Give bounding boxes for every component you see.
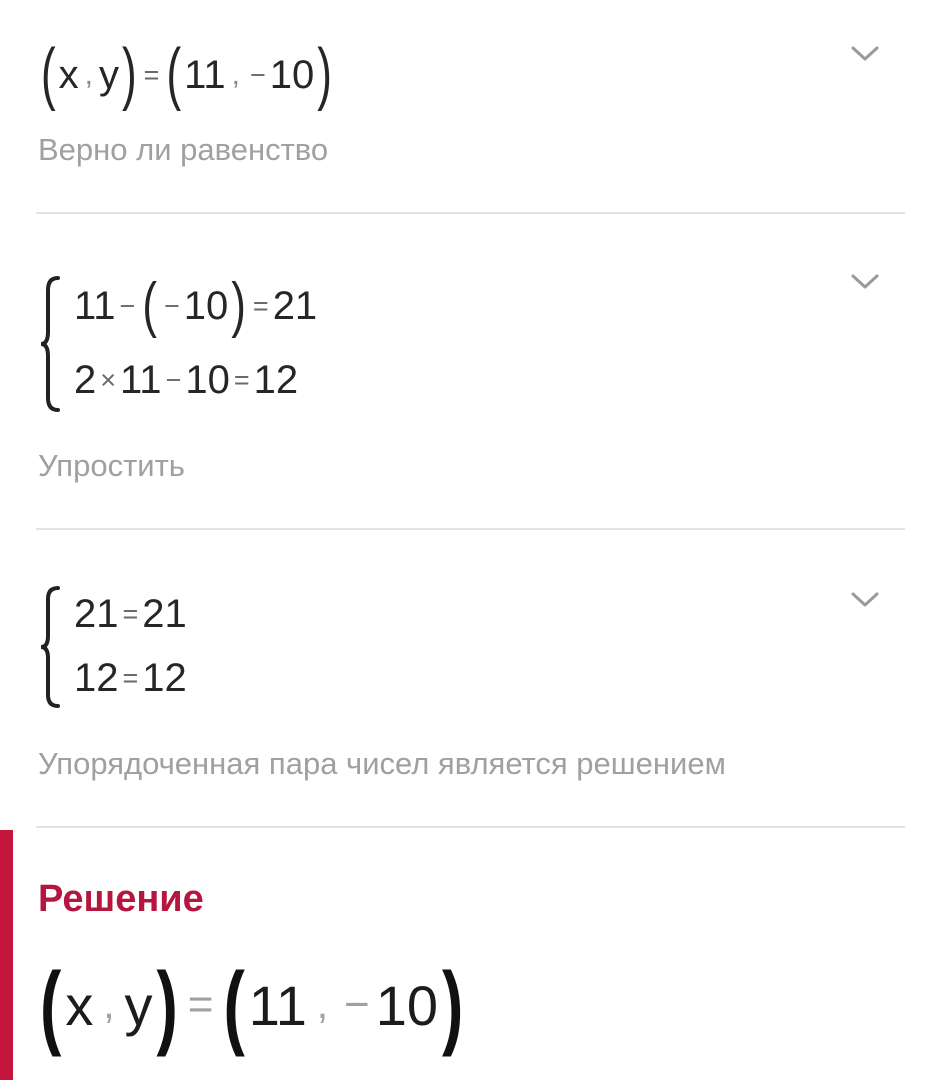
- step-3-caption: Упорядоченная пара чисел является решением: [38, 746, 726, 781]
- divider: [36, 826, 905, 828]
- chevron-down-icon[interactable]: [849, 266, 881, 298]
- chevron-down-icon[interactable]: [849, 38, 881, 70]
- solution-expression: ( x , y ) = ( 11 , − 10 ): [40, 952, 464, 1058]
- solution-title: Решение: [38, 878, 204, 920]
- left-brace: [38, 584, 62, 710]
- system-line-2: 12 = 12: [74, 655, 187, 700]
- system-line-1: 11 − ( − 10 ) = 21: [74, 271, 318, 340]
- equation-system: [38, 271, 538, 414]
- step-1-caption: Верно ли равенство: [38, 132, 329, 167]
- step-2-caption: Упростить: [38, 448, 185, 483]
- system-line-2: 2 × 11 − 10 = 12: [74, 357, 299, 402]
- step-1-expression: ( x , y ) = ( 11 , − 10 ): [41, 36, 332, 113]
- chevron-down-icon[interactable]: [849, 584, 881, 616]
- step-3-header[interactable]: [0, 530, 943, 810]
- equation-system: [38, 584, 338, 710]
- solution-accent-bar: [0, 830, 13, 1080]
- system-line-1: 21 = 21: [74, 591, 187, 636]
- left-brace: [38, 274, 62, 414]
- step-2-header[interactable]: [0, 214, 943, 514]
- step-1-header[interactable]: [0, 0, 943, 190]
